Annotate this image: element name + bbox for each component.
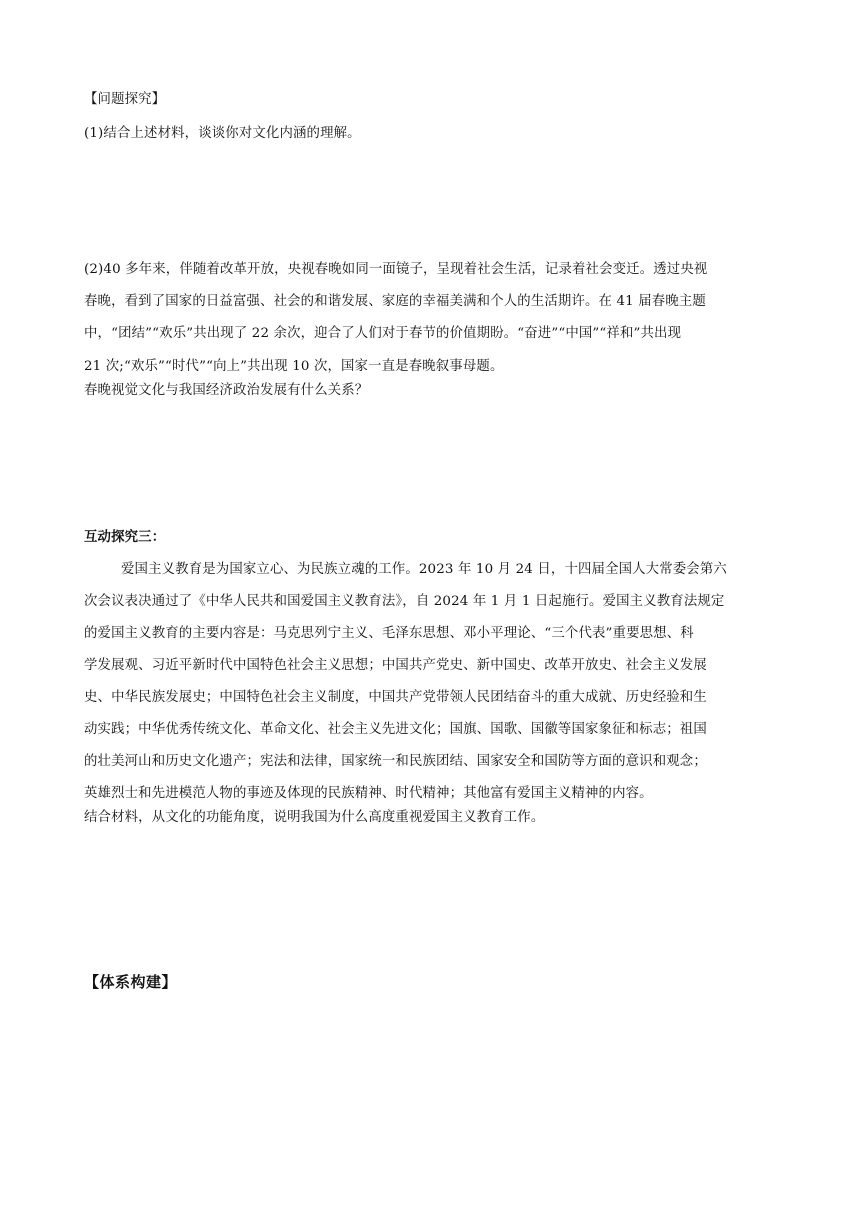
question-1: (1)结合上述材料，谈谈你对文化内涵的理解。 <box>84 126 361 141</box>
question-2-line-1: (2)40 多年来，伴随着改革开放，央视春晚如同一面镜子，呈现着社会生活，记录着社会变迁。透过央视 <box>84 262 708 277</box>
paragraph-line-4: 学发展观、习近平新时代中国特色社会主义思想；中国共产党史、新中国史、改革开放史、社会主义发展 <box>84 658 707 673</box>
paragraph-line-1: 爱国主义教育是为国家立心、为民族立魂的工作。2023 年 10 月 24 日，十四届全国人大常委会第六 <box>121 562 727 577</box>
interactive-inquiry-3-question: 结合材料，从文化的功能角度，说明我国为什么高度重视爱国主义教育工作。 <box>84 810 545 825</box>
question-2-line-3: 中，“团结”“欢乐”共出现了 22 余次，迎合了人们对于春节的价值期盼。“奋进”“中国”“祥和”共出现 <box>84 326 682 341</box>
paragraph-line-3: 的爱国主义教育的主要内容是：马克思列宁主义、毛泽东思想、邓小平理论、“三个代表”重要思想、科 <box>84 626 694 641</box>
problem-inquiry-heading: 【问题探究】 <box>84 92 166 107</box>
paragraph-line-6: 动实践；中华优秀传统文化、革命文化、社会主义先进文化；国旗、国歌、国徽等国家象征和标志；祖国 <box>84 722 707 737</box>
paragraph-line-5: 史、中华民族发展史；中国特色社会主义制度，中国共产党带领人民团结奋斗的重大成就、历史经验和生 <box>84 690 707 705</box>
system-construction-heading: 【体系构建】 <box>84 973 178 991</box>
paragraph-line-2: 次会议表决通过了《中华人民共和国爱国主义教育法》，自 2024 年 1 月 1 日起施行。爱国主义教育法规定 <box>84 594 725 609</box>
question-2-ask: 春晚视觉文化与我国经济政治发展有什么关系？ <box>84 383 369 398</box>
question-2-line-2: 春晚，看到了国家的日益富强、社会的和谐发展、家庭的幸福美满和个人的生活期许。在 41 届春晚主题 <box>84 294 706 309</box>
paragraph-line-7: 的壮美河山和历史文化遗产；宪法和法律，国家统一和民族团结、国家安全和国防等方面的意识和观念； <box>84 754 707 769</box>
question-2-line-4: 21 次;“欢乐”“时代”“向上”共出现 10 次，国家一直是春晚叙事母题。 <box>84 359 504 374</box>
paragraph-line-8: 英雄烈士和先进模范人物的事迹及体现的民族精神、时代精神；其他富有爱国主义精神的内容。 <box>84 786 653 801</box>
interactive-inquiry-3-heading: 互动探究三： <box>84 530 166 545</box>
